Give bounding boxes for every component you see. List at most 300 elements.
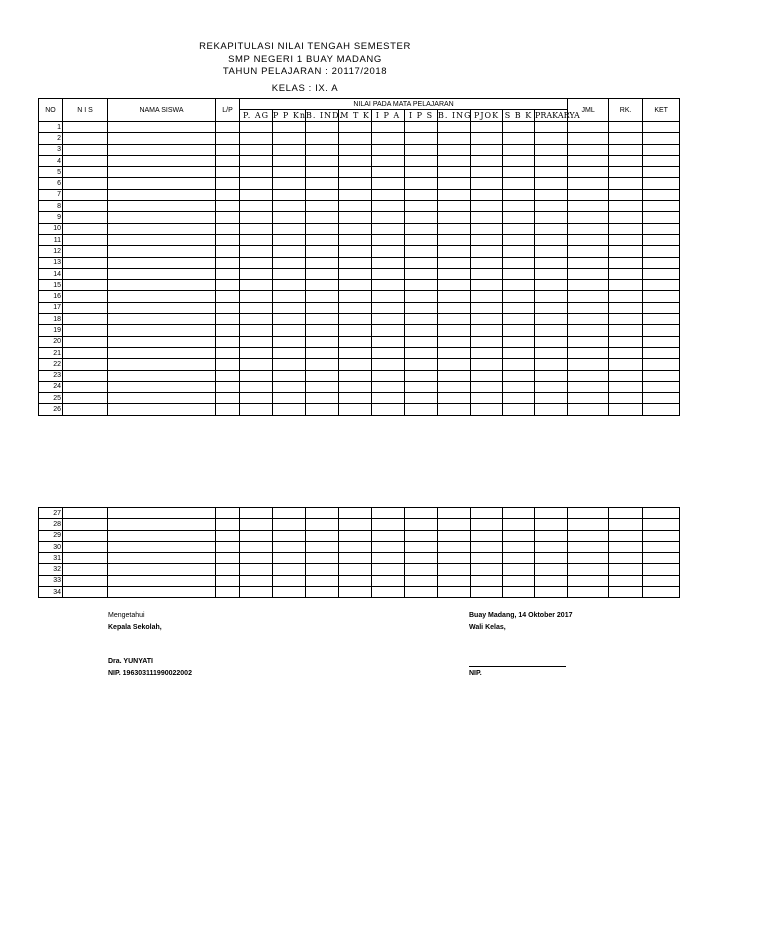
table-cell (306, 201, 339, 212)
table-cell (471, 268, 503, 279)
table-cell (339, 370, 372, 381)
table-cell (273, 133, 306, 144)
row-number: 18 (39, 314, 63, 325)
table-cell (643, 530, 680, 541)
table-cell (339, 347, 372, 358)
table-cell (609, 541, 643, 552)
table-cell (609, 291, 643, 302)
grade-table-continued (38, 507, 680, 598)
table-cell (216, 541, 240, 552)
table-cell (471, 541, 503, 552)
table-row (39, 246, 680, 257)
table-cell (643, 553, 680, 564)
table-cell (273, 122, 306, 133)
table-cell (503, 519, 535, 530)
row-number: 27 (39, 508, 63, 519)
table-cell (216, 381, 240, 392)
table-cell (63, 359, 108, 370)
table-cell (372, 122, 405, 133)
table-cell (535, 291, 568, 302)
table-cell (306, 370, 339, 381)
row-number: 23 (39, 370, 63, 381)
row-number: 7 (39, 189, 63, 200)
table-cell (535, 404, 568, 415)
table-cell (372, 280, 405, 291)
table-cell (438, 564, 471, 575)
table-cell (503, 291, 535, 302)
table-cell (438, 257, 471, 268)
table-cell (216, 257, 240, 268)
table-cell (609, 178, 643, 189)
table-cell (535, 212, 568, 223)
table-row (39, 314, 680, 325)
table-cell (471, 167, 503, 178)
table-cell (568, 291, 609, 302)
table-cell (471, 178, 503, 189)
table-cell (609, 223, 643, 234)
table-cell (643, 257, 680, 268)
row-number: 17 (39, 302, 63, 313)
table-cell (438, 234, 471, 245)
table-cell (273, 280, 306, 291)
table-cell (240, 325, 273, 336)
table-cell (306, 144, 339, 155)
table-cell (503, 144, 535, 155)
table-cell (216, 223, 240, 234)
table-cell (63, 381, 108, 392)
row-number: 12 (39, 246, 63, 257)
table-cell (643, 133, 680, 144)
table-cell (372, 325, 405, 336)
table-cell (609, 519, 643, 530)
table-cell (372, 381, 405, 392)
table-row (39, 336, 680, 347)
table-cell (471, 314, 503, 325)
row-number: 8 (39, 201, 63, 212)
table-cell (438, 178, 471, 189)
table-cell (216, 553, 240, 564)
table-cell (568, 404, 609, 415)
table-cell (535, 155, 568, 166)
table-cell (643, 223, 680, 234)
table-cell (503, 381, 535, 392)
table-cell (339, 133, 372, 144)
table-cell (568, 564, 609, 575)
col-note-header: KET (643, 99, 680, 122)
table-cell (273, 370, 306, 381)
table-cell (216, 201, 240, 212)
table-cell (240, 133, 273, 144)
table-row (39, 223, 680, 234)
table-cell (63, 178, 108, 189)
table-cell (306, 564, 339, 575)
table-cell (240, 178, 273, 189)
table-cell (568, 541, 609, 552)
table-cell (240, 519, 273, 530)
table-cell (240, 212, 273, 223)
table-cell (405, 291, 438, 302)
row-number: 33 (39, 575, 63, 586)
table-cell (273, 404, 306, 415)
table-cell (643, 201, 680, 212)
table-cell (438, 393, 471, 404)
table-cell (535, 314, 568, 325)
table-cell (503, 508, 535, 519)
table-cell (63, 291, 108, 302)
table-cell (216, 302, 240, 313)
table-cell (609, 381, 643, 392)
row-number: 9 (39, 212, 63, 223)
table-cell (216, 189, 240, 200)
table-cell (503, 167, 535, 178)
table-row (39, 519, 680, 530)
table-cell (63, 393, 108, 404)
table-cell (535, 122, 568, 133)
row-number: 29 (39, 530, 63, 541)
table-cell (535, 508, 568, 519)
table-cell (273, 223, 306, 234)
table-cell (471, 189, 503, 200)
table-cell (63, 133, 108, 144)
table-cell (306, 575, 339, 586)
table-cell (63, 530, 108, 541)
table-cell (643, 381, 680, 392)
acknowledged-label: Mengetahui (108, 612, 145, 619)
table-cell (63, 212, 108, 223)
table-cell (503, 189, 535, 200)
table-cell (535, 246, 568, 257)
table-cell (643, 359, 680, 370)
table-cell (609, 246, 643, 257)
table-cell (405, 519, 438, 530)
table-cell (568, 587, 609, 598)
table-cell (273, 381, 306, 392)
table-cell (568, 553, 609, 564)
row-number: 21 (39, 347, 63, 358)
table-cell (372, 133, 405, 144)
table-cell (372, 155, 405, 166)
table-cell (438, 122, 471, 133)
table-cell (216, 575, 240, 586)
table-cell (273, 291, 306, 302)
table-cell (339, 257, 372, 268)
row-number: 1 (39, 122, 63, 133)
table-cell (339, 234, 372, 245)
table-cell (240, 370, 273, 381)
table-row (39, 347, 680, 358)
table-cell (63, 280, 108, 291)
table-cell (216, 280, 240, 291)
table-cell (372, 370, 405, 381)
table-cell (339, 189, 372, 200)
table-row (39, 280, 680, 291)
table-cell (503, 587, 535, 598)
table-row (39, 155, 680, 166)
table-cell (568, 144, 609, 155)
table-cell (339, 201, 372, 212)
table-row (39, 564, 680, 575)
table-cell (372, 519, 405, 530)
table-cell (63, 370, 108, 381)
table-cell (273, 314, 306, 325)
table-cell (609, 404, 643, 415)
table-cell (438, 530, 471, 541)
table-cell (306, 359, 339, 370)
table-cell (405, 234, 438, 245)
row-number: 11 (39, 234, 63, 245)
table-cell (108, 393, 216, 404)
table-cell (63, 575, 108, 586)
table-cell (339, 325, 372, 336)
table-row (39, 359, 680, 370)
table-cell (240, 122, 273, 133)
table-cell (306, 291, 339, 302)
table-cell (108, 314, 216, 325)
table-cell (273, 393, 306, 404)
subject-header: PJOK (471, 110, 503, 122)
table-cell (535, 133, 568, 144)
table-cell (471, 404, 503, 415)
table-cell (63, 223, 108, 234)
row-number: 13 (39, 257, 63, 268)
table-cell (503, 268, 535, 279)
table-cell (372, 212, 405, 223)
table-cell (643, 268, 680, 279)
table-cell (63, 302, 108, 313)
col-total-header: JML (568, 99, 609, 122)
table-cell (503, 155, 535, 166)
table-cell (108, 336, 216, 347)
table-cell (339, 530, 372, 541)
table-cell (535, 564, 568, 575)
table-cell (108, 178, 216, 189)
table-cell (240, 564, 273, 575)
table-cell (63, 167, 108, 178)
table-row (39, 201, 680, 212)
table-cell (438, 167, 471, 178)
table-cell (503, 133, 535, 144)
table-cell (240, 575, 273, 586)
table-cell (643, 393, 680, 404)
table-cell (568, 133, 609, 144)
table-cell (535, 167, 568, 178)
table-cell (503, 541, 535, 552)
table-cell (643, 541, 680, 552)
table-cell (240, 268, 273, 279)
table-cell (306, 212, 339, 223)
table-cell (339, 587, 372, 598)
table-cell (568, 347, 609, 358)
table-cell (471, 587, 503, 598)
table-cell (240, 280, 273, 291)
table-cell (108, 302, 216, 313)
table-cell (339, 212, 372, 223)
table-cell (63, 553, 108, 564)
table-cell (273, 234, 306, 245)
table-cell (405, 347, 438, 358)
table-cell (568, 246, 609, 257)
table-cell (405, 280, 438, 291)
subject-header: S B K (503, 110, 535, 122)
table-cell (63, 189, 108, 200)
table-cell (503, 325, 535, 336)
table-cell (273, 178, 306, 189)
table-cell (503, 564, 535, 575)
table-cell (63, 404, 108, 415)
table-cell (339, 246, 372, 257)
table-cell (471, 257, 503, 268)
table-cell (643, 178, 680, 189)
table-cell (108, 201, 216, 212)
table-cell (306, 189, 339, 200)
table-cell (216, 246, 240, 257)
table-cell (306, 519, 339, 530)
table-cell (405, 201, 438, 212)
teacher-nip: NIP. (469, 670, 482, 677)
table-cell (405, 212, 438, 223)
table-cell (568, 201, 609, 212)
table-cell (216, 212, 240, 223)
table-cell (339, 541, 372, 552)
table-cell (568, 189, 609, 200)
row-number: 34 (39, 587, 63, 598)
table-cell (438, 587, 471, 598)
table-cell (535, 587, 568, 598)
table-cell (108, 234, 216, 245)
table-cell (438, 246, 471, 257)
table-cell (503, 370, 535, 381)
table-cell (405, 359, 438, 370)
table-cell (273, 212, 306, 223)
table-cell (503, 359, 535, 370)
table-cell (372, 268, 405, 279)
table-cell (405, 268, 438, 279)
table-cell (108, 189, 216, 200)
table-cell (609, 347, 643, 358)
row-number: 24 (39, 381, 63, 392)
table-cell (306, 347, 339, 358)
table-cell (438, 189, 471, 200)
table-cell (273, 564, 306, 575)
table-cell (339, 404, 372, 415)
table-cell (438, 155, 471, 166)
table-cell (63, 257, 108, 268)
table-cell (535, 144, 568, 155)
table-cell (306, 234, 339, 245)
subject-header: M T K (340, 110, 370, 120)
table-cell (63, 325, 108, 336)
table-cell (471, 246, 503, 257)
table-cell (306, 336, 339, 347)
table-cell (609, 257, 643, 268)
table-cell (372, 178, 405, 189)
table-cell (471, 302, 503, 313)
table-cell (535, 268, 568, 279)
table-cell (63, 246, 108, 257)
table-cell (108, 280, 216, 291)
table-cell (216, 359, 240, 370)
table-cell (643, 325, 680, 336)
table-cell (372, 564, 405, 575)
table-row (39, 325, 680, 336)
table-cell (339, 223, 372, 234)
table-cell (273, 246, 306, 257)
table-cell (643, 575, 680, 586)
table-cell (471, 336, 503, 347)
table-cell (438, 325, 471, 336)
table-cell (643, 519, 680, 530)
table-cell (372, 530, 405, 541)
table-cell (609, 393, 643, 404)
table-cell (240, 541, 273, 552)
table-row (39, 508, 680, 519)
table-row (39, 291, 680, 302)
table-row (39, 404, 680, 415)
table-cell (438, 553, 471, 564)
table-cell (503, 347, 535, 358)
table-cell (568, 530, 609, 541)
table-cell (108, 212, 216, 223)
table-cell (643, 302, 680, 313)
table-cell (372, 553, 405, 564)
table-cell (306, 155, 339, 166)
table-cell (216, 336, 240, 347)
table-row (39, 234, 680, 245)
table-cell (503, 246, 535, 257)
table-cell (405, 587, 438, 598)
table-row (39, 122, 680, 133)
table-cell (108, 575, 216, 586)
table-cell (372, 508, 405, 519)
table-cell (306, 122, 339, 133)
table-cell (471, 519, 503, 530)
table-cell (273, 553, 306, 564)
table-cell (568, 268, 609, 279)
table-cell (216, 370, 240, 381)
table-cell (372, 336, 405, 347)
table-cell (306, 167, 339, 178)
table-cell (108, 370, 216, 381)
table-cell (471, 325, 503, 336)
subject-header: B. IND. (306, 110, 343, 120)
table-cell (306, 553, 339, 564)
table-cell (405, 575, 438, 586)
table-cell (609, 508, 643, 519)
table-row (39, 575, 680, 586)
class-label: KELAS : IX. A (271, 83, 339, 94)
table-cell (63, 587, 108, 598)
table-cell (63, 314, 108, 325)
table-cell (405, 257, 438, 268)
table-cell (405, 167, 438, 178)
table-cell (609, 370, 643, 381)
table-cell (609, 122, 643, 133)
table-cell (306, 508, 339, 519)
table-cell (372, 359, 405, 370)
row-number: 19 (39, 325, 63, 336)
table-cell (240, 587, 273, 598)
table-cell (643, 404, 680, 415)
place-date: Buay Madang, 14 Oktober 2017 (469, 612, 573, 619)
table-cell (438, 519, 471, 530)
table-cell (535, 347, 568, 358)
table-cell (108, 564, 216, 575)
table-cell (568, 155, 609, 166)
table-cell (503, 212, 535, 223)
table-cell (535, 336, 568, 347)
table-cell (108, 122, 216, 133)
table-cell (216, 144, 240, 155)
